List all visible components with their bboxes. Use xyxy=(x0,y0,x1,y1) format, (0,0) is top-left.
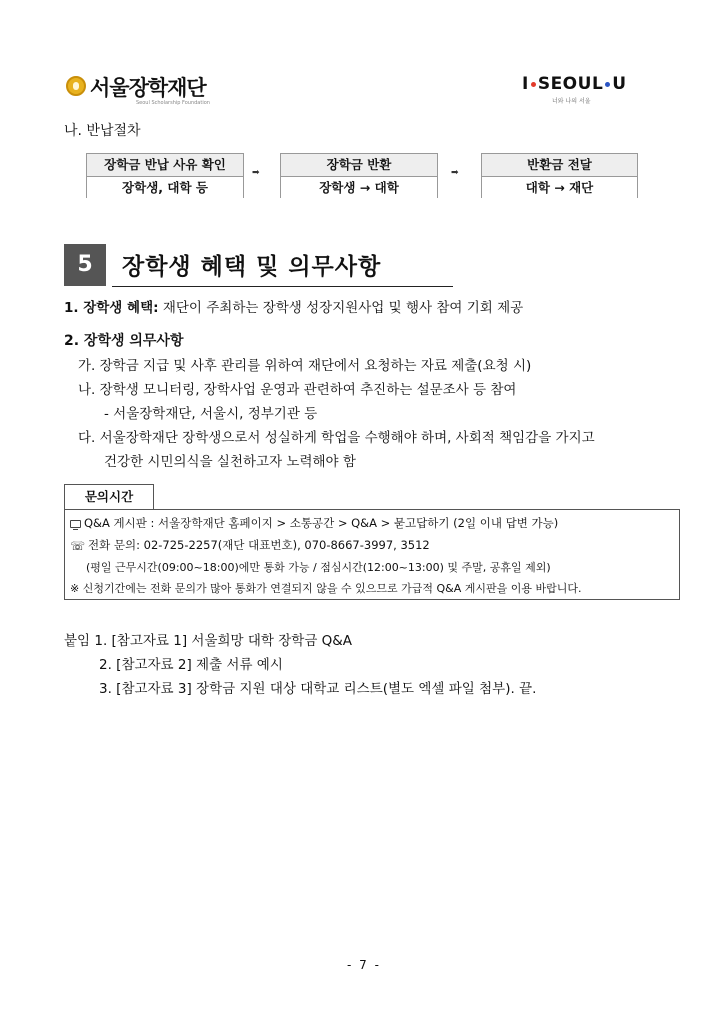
inquiry-hours-text: (평일 근무시간(09:00~18:00)에만 통화 가능 / 점심시간(12:00~13:00) 및 주말, 공휴일 제외) xyxy=(86,561,551,574)
flow-step-3 xyxy=(481,153,638,198)
i-seoul-u-subtext: 너와 나의 서울 xyxy=(552,98,591,105)
flow-step-detail: 장학생 → 대학 xyxy=(281,177,437,198)
logo-seoul: SEOUL xyxy=(537,74,604,94)
attachment-item: 붙임 1. [참고자료 1] 서울희망 대학 장학금 Q&A xyxy=(64,633,353,649)
benefit-label: 1. 장학생 혜택: xyxy=(64,300,159,316)
section-title: 장학생 혜택 및 의무사항 xyxy=(122,254,382,280)
i-seoul-u-logo xyxy=(522,74,632,104)
monitor-icon xyxy=(70,520,81,528)
section-title-underline xyxy=(112,286,453,287)
blue-dot-icon xyxy=(605,82,610,87)
page-number: - 7 - xyxy=(347,958,381,972)
duty-item: 다. 서울장학재단 장학생으로서 성실하게 학업을 수행해야 하며, 사회적 책임감을 가지고 xyxy=(78,430,595,446)
flow-arrow-icon: ➡ xyxy=(451,168,459,178)
flow-step-title: 반환금 전달 xyxy=(482,154,637,177)
section-number-badge: 5 xyxy=(64,244,106,286)
flow-step-detail: 대학 → 재단 xyxy=(482,177,637,198)
duty-item-continuation: 건강한 시민의식을 실천하고자 노력해야 함 xyxy=(104,454,356,470)
return-procedure-heading: 나. 반납절차 xyxy=(64,123,141,139)
duty-item: 나. 장학생 모니터링, 장학사업 운영과 관련하여 추진하는 설문조사 등 참여 xyxy=(78,382,517,398)
inquiry-note-text: ※ 신청기간에는 전화 문의가 많아 통화가 연결되지 않을 수 있으므로 가급적 Q&A 게시판을 이용 바랍니다. xyxy=(70,582,582,595)
inquiry-phone-line xyxy=(70,537,430,553)
foundation-logo-subtext: Seoul Scholarship Foundation xyxy=(136,100,210,106)
attachment-item: 3. [참고자료 3] 장학금 지원 대상 대학교 리스트(별도 엑셀 파일 첨부). 끝. xyxy=(99,681,537,697)
flow-step-title: 장학금 반납 사유 확인 xyxy=(87,154,243,177)
logo-u: U xyxy=(612,74,627,94)
flow-arrow-icon: ➡ xyxy=(252,168,260,178)
duty-heading: 2. 장학생 의무사항 xyxy=(64,333,184,349)
duty-subitem: - 서울장학재단, 서울시, 정부기관 등 xyxy=(104,406,318,422)
inquiry-phone-text: 전화 문의: 02-725-2257(재단 대표번호), 070-8667-3997, 3512 xyxy=(88,538,430,552)
foundation-emblem-icon xyxy=(66,76,86,96)
foundation-logo-text: 서울장학재단 xyxy=(90,76,206,100)
red-dot-icon xyxy=(531,82,536,87)
attachment-item: 2. [참고자료 2] 제출 서류 예시 xyxy=(99,657,283,673)
flow-step-detail: 장학생, 대학 등 xyxy=(87,177,243,198)
inquiry-tab-label: 문의시간 xyxy=(64,484,154,509)
telephone-icon: ☏ xyxy=(70,538,86,553)
foundation-logo xyxy=(66,70,246,108)
flow-step-1 xyxy=(86,153,244,198)
duty-item: 가. 장학금 지급 및 사후 관리를 위하여 재단에서 요청하는 자료 제출(요청 시) xyxy=(78,358,532,374)
inquiry-qa-line xyxy=(70,515,558,531)
flow-step-2 xyxy=(280,153,438,198)
benefit-text: 재단이 주최하는 장학생 성장지원사업 및 행사 참여 기회 제공 xyxy=(158,300,524,316)
benefit-paragraph xyxy=(64,296,523,316)
inquiry-qa-text: Q&A 게시판 : 서울장학재단 홈페이지 > 소통공간 > Q&A > 묻고답하기 (2일 이내 답변 가능) xyxy=(84,516,559,530)
flow-step-title: 장학금 반환 xyxy=(281,154,437,177)
logo-i: I xyxy=(522,74,529,94)
